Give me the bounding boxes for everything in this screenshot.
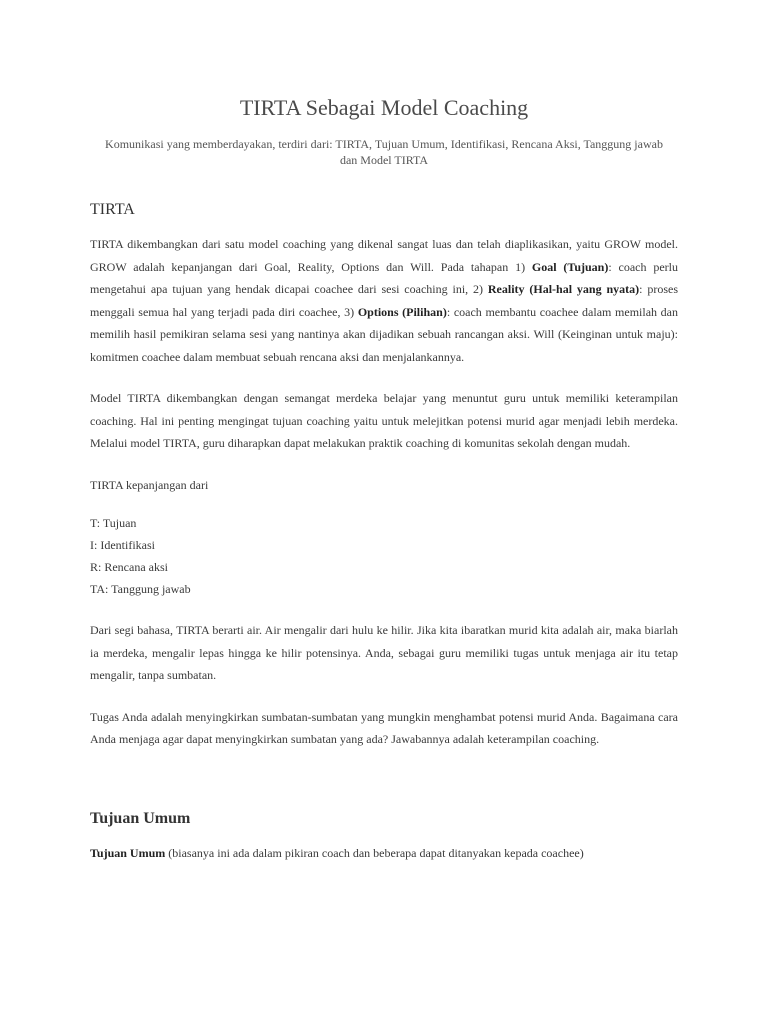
section-heading-tujuan-umum: Tujuan Umum (90, 809, 191, 827)
text-run: : coach perlu mengetahui apa tujuan yang hendak dicapai coachee dari sesi coaching ini, 2) (90, 259, 678, 296)
list-item: R: Rencana aksi (90, 560, 168, 574)
list-item: T: Tujuan (90, 516, 137, 530)
tirta-acronym-list (90, 512, 678, 600)
bold-goal: Goal (Tujuan) (531, 259, 609, 274)
text-run: : coach membantu coachee dalam memilah dan memilih hasil pemikiran selama sesi yang nantinya akan dijadikan sebuah rancangan aksi. Will (Keinginan untuk maju): komitmen coachee dalam membuat sebuah rencana aksi dan menjalankannya. (90, 304, 679, 364)
paragraph-tugas-anda: Tugas Anda adalah menyingkirkan sumbatan-sumbatan yang mungkin menghambat potensi murid Anda. Bagaimana cara Anda menjaga agar dapat menyingkirkan sumbatan yang ada? Jawabannya adalah keterampilan coaching. (90, 709, 678, 746)
paragraph-tujuan-umum (90, 842, 678, 865)
page-title: TIRTA Sebagai Model Coaching (239, 95, 529, 120)
bold-reality: Reality (Hal-hal yang nyata) (487, 282, 640, 296)
paragraph-arti-tirta: Dari segi bahasa, TIRTA berarti air. Air mengalir dari hulu ke hilir. Jika kita ibaratkan murid kita adalah air, maka biarlah ia merdeka, mengalir lepas hingga ke hilir potensinya. Anda, sebagai guru memiliki tugas untuk menjaga air itu tetap mengalir, tanpa sumbatan. (90, 623, 678, 682)
text-run: : proses menggali semua hal yang terjadi pada diri coachee, 3) (90, 282, 678, 319)
paragraph-grow-model (90, 233, 678, 368)
paragraph-kepanjangan: TIRTA kepanjangan dari (90, 477, 209, 492)
page-subtitle: Komunikasi yang memberdayakan, terdiri dari: TIRTA, Tujuan Umum, Identifikasi, Rencana Aksi, Tanggung jawab dan Model TIRTA (105, 137, 663, 167)
bold-tujuan-umum: Tujuan Umum (90, 845, 166, 860)
list-item: I: Identifikasi (90, 538, 155, 552)
text-run: TIRTA dikembangkan dari satu model coaching yang dikenal sangat luas dan telah diaplikasikan, yaitu GROW model. GROW adalah kepanjangan dari Goal, Reality, Options dan Will. Pada tahapan 1) (90, 237, 678, 274)
paragraph-model-tirta: Model TIRTA dikembangkan dengan semangat merdeka belajar yang menuntut guru untuk memiliki keterampilan coaching. Hal ini penting mengingat tujuan coaching yaitu untuk melejitkan potensi murid agar menjadi lebih merdeka. Melalui model TIRTA, guru diharapkan dapat melakukan praktik coaching di komunitas sekolah dengan mudah. (90, 391, 678, 450)
bold-options: Options (Pilihan) (357, 304, 447, 319)
list-item: TA: Tanggung jawab (90, 582, 191, 596)
text-run: (biasanya ini ada dalam pikiran coach dan beberapa dapat ditanyakan kepada coachee) (165, 845, 584, 860)
section-heading-tirta: TIRTA (90, 201, 135, 218)
